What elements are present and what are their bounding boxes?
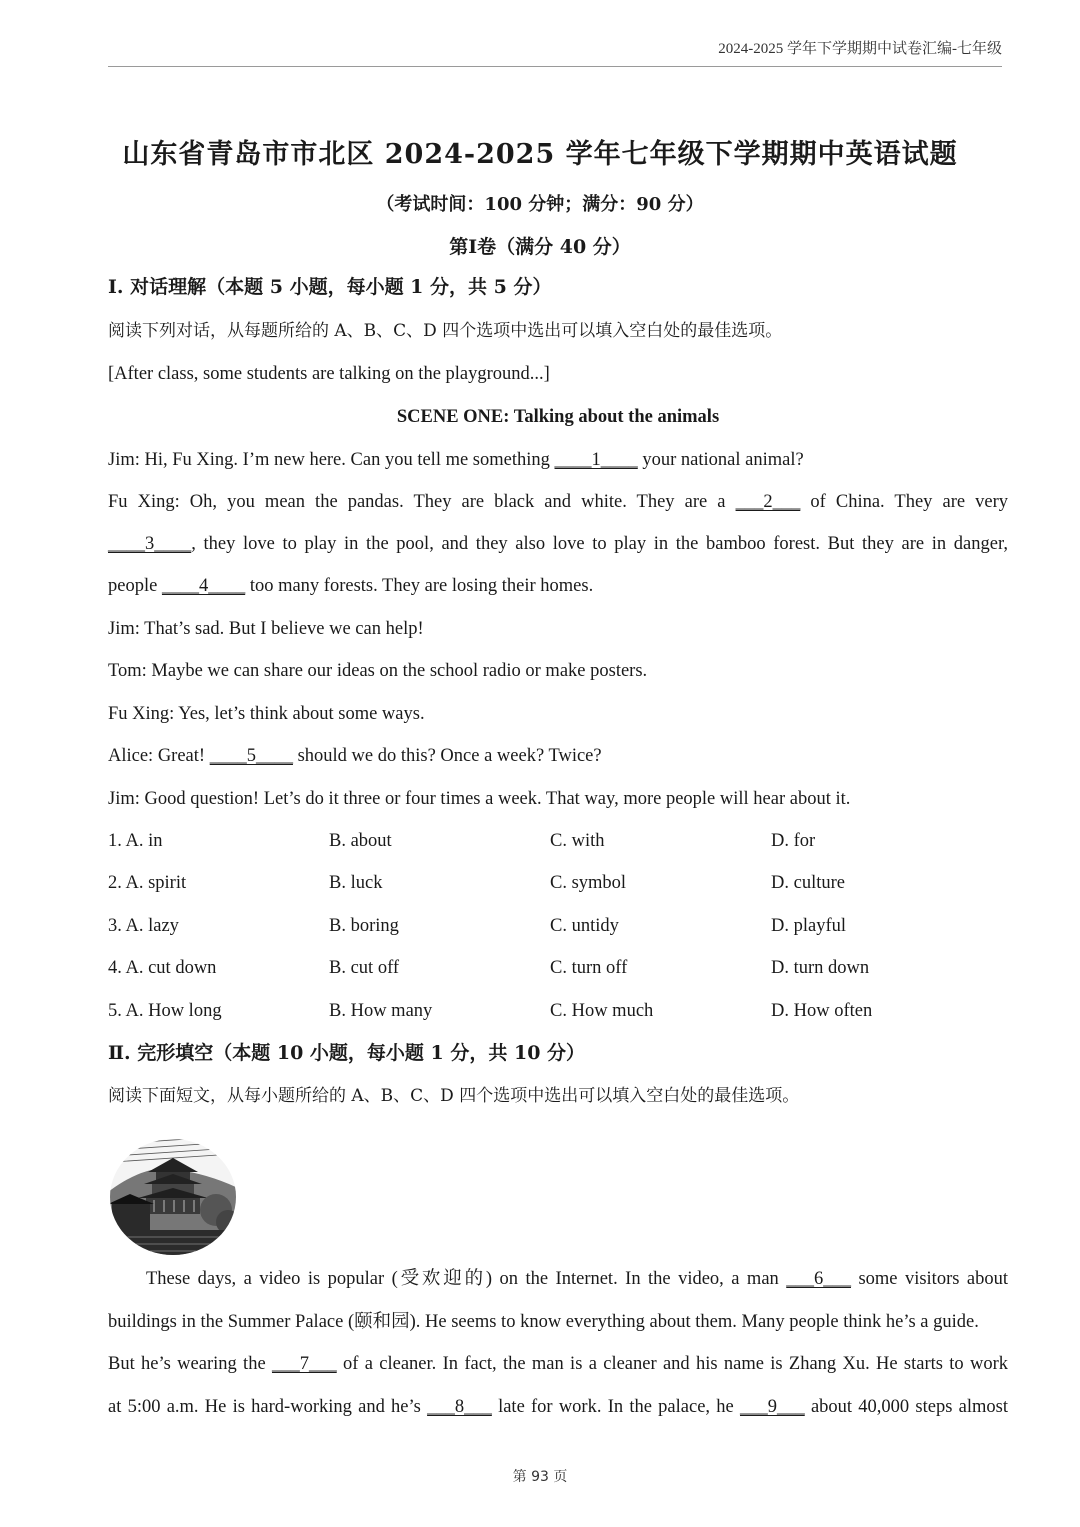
section1-heading: Ⅰ. 对话理解（本题 5 小题，每小题 1 分，共 5 分） (108, 276, 552, 298)
section2-instruction: 阅读下面短文，从每小题所给的 A、B、C、D 四个选项中选出可以填入空白处的最佳选项。 (108, 1086, 800, 1106)
dialogue-line: Jim: That’s sad. But I believe we can help! (108, 619, 424, 639)
option-d: D. for (771, 831, 816, 851)
blank-2: ___2___ (735, 492, 801, 512)
blank-8: ___8___ (427, 1397, 492, 1417)
dialogue-line (108, 743, 1008, 769)
section1-instruction: 阅读下列对话，从每题所给的 A、B、C、D 四个选项中选出可以填入空白处的最佳选项。 (108, 321, 783, 341)
passage-line (108, 1266, 1008, 1292)
blank-4: ____4____ (161, 576, 246, 596)
option-b: B. about (329, 831, 392, 851)
blank-6: ___6___ (786, 1269, 851, 1289)
blank-3: ____3____ (108, 534, 192, 554)
passage-line (108, 1351, 1008, 1377)
dialogue-text: Jim: Hi, Fu Xing. I’m new here. Can you tell me something (108, 450, 555, 470)
volume-title: 第Ⅰ卷（满分 40 分） (449, 236, 631, 258)
option-c: C. with (550, 831, 605, 851)
dialogue-text: your national animal? (637, 450, 804, 470)
passage-text: of a cleaner. In fact, the man is a cleaner and his name is Zhang Xu. He starts to work (336, 1354, 1008, 1374)
option-a: 5. A. How long (108, 1001, 222, 1021)
blank-9: ___9___ (739, 1397, 805, 1417)
dialogue-line: Jim: Good question! Let’s do it three or four times a week. That way, more people will hear about it. (108, 789, 851, 809)
dialogue-text: , they love to play in the pool, and they also love to play in the bamboo forest. But they are in danger, (191, 534, 1008, 554)
scene-title: SCENE ONE: Talking about the animals (396, 407, 720, 427)
option-c: C. turn off (550, 958, 628, 978)
option-a: 3. A. lazy (108, 916, 179, 936)
dialogue-text: too many forests. They are losing their homes. (245, 576, 594, 596)
option-b: B. cut off (329, 958, 400, 978)
passage-text: about 40,000 steps almost (804, 1397, 1008, 1417)
passage-text: But he’s wearing the (108, 1354, 272, 1374)
passage-text: at 5:00 a.m. He is hard-working and he’s (108, 1397, 428, 1417)
dialogue-setting: [After class, some students are talking on the playground...] (108, 364, 550, 384)
blank-5: ____5____ (209, 746, 293, 766)
passage-text: These days, a video is popular (受欢迎的) on the Internet. In the video, a man (146, 1269, 787, 1289)
dialogue-line: Tom: Maybe we can share our ideas on the school radio or make posters. (108, 661, 648, 681)
page-number: 第 93 页 (512, 1469, 568, 1485)
passage-text: late for work. In the palace, he (491, 1397, 740, 1417)
dialogue-text: people (108, 576, 162, 596)
running-header-text: 2024-2025 学年下学期期中试卷汇编-七年级 (718, 41, 1002, 57)
exam-info: （考试时间：100 分钟；满分：90 分） (376, 194, 704, 215)
dialogue-line (108, 531, 1008, 557)
option-b: B. How many (329, 1001, 433, 1021)
dialogue-line (108, 489, 1008, 515)
dialogue-text: Fu Xing: Oh, you mean the pandas. They are black and white. They are a (108, 492, 736, 512)
option-d: D. turn down (771, 958, 870, 978)
option-c: C. symbol (550, 873, 627, 893)
option-d: D. culture (771, 873, 845, 893)
option-c: C. How much (550, 1001, 654, 1021)
blank-1: ____1____ (554, 450, 638, 470)
option-d: D. playful (771, 916, 847, 936)
option-c: C. untidy (550, 916, 619, 936)
dialogue-line (108, 447, 1008, 473)
option-a: 1. A. in (108, 831, 163, 851)
dialogue-line (108, 573, 1008, 599)
dialogue-text: of China. They are very (800, 492, 1009, 512)
dialogue-line: Fu Xing: Yes, let’s think about some ways. (108, 704, 425, 724)
summer-palace-illustration (108, 1122, 238, 1257)
section2-heading: Ⅱ. 完形填空（本题 10 小题，每小题 1 分，共 10 分） (108, 1042, 586, 1064)
running-header (108, 38, 1002, 67)
passage-text: some visitors about (850, 1269, 1008, 1289)
dialogue-text: Alice: Great! (108, 746, 210, 766)
passage-line: buildings in the Summer Palace (颐和园). He seems to know everything about them. Many people think he’s a guide. (108, 1312, 979, 1332)
option-a: 2. A. spirit (108, 873, 187, 893)
option-d: D. How often (771, 1001, 873, 1021)
dialogue-text: should we do this? Once a week? Twice? (292, 746, 602, 766)
option-a: 4. A. cut down (108, 958, 217, 978)
page-title: 山东省青岛市市北区 2024-2025 学年七年级下学期期中英语试题 (122, 139, 958, 170)
option-b: B. luck (329, 873, 383, 893)
blank-7: ___7___ (271, 1354, 337, 1374)
option-b: B. boring (329, 916, 399, 936)
passage-line (108, 1394, 1008, 1420)
